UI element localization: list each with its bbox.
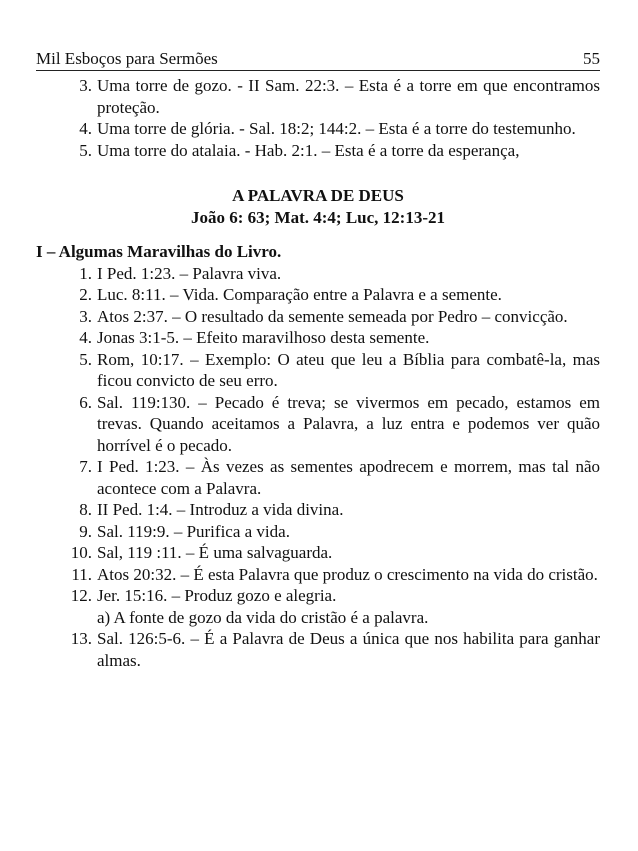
item-text: I Ped. 1:23. – Palavra viva. — [97, 263, 282, 283]
list-item — [62, 392, 600, 457]
list-item — [62, 542, 600, 564]
item-text: Jer. 15:16. – Produz gozo e alegria. — [97, 586, 337, 605]
item-text: I Ped. 1:23. – Às vezes as sementes apodrecem e morrem, mas tal não acontece com a Palavra. — [97, 457, 600, 498]
item-text: Atos 20:32. – É esta Palavra que produz o crescimento na vida do cristão. — [97, 564, 598, 584]
item-number: 1. — [79, 263, 92, 283]
list-item — [62, 140, 600, 162]
item-text: Sal. 126:5-6. – É a Palavra de Deus a única que nos habilita para ganhar almas. — [97, 629, 600, 670]
running-header — [36, 44, 600, 71]
list-item — [62, 564, 600, 586]
item-text: Uma torre do atalaia. - Hab. 2:1. – Esta é a torre da esperança, — [97, 140, 520, 160]
sermon-list — [62, 263, 600, 607]
page-number: 55 — [583, 49, 600, 68]
item-number: 7. — [79, 457, 92, 476]
item-text: Sal. 119:9. – Purifica a vida. — [97, 521, 290, 541]
book-title: Mil Esboços para Sermões — [36, 49, 218, 68]
list-item — [62, 306, 600, 328]
top-list — [62, 75, 600, 161]
item-text: Sal. 119:130. – Pecado é treva; se vivermos em pecado, estamos em trevas. Quando aceitamos a Palavra, a luz entra e podemos ver quão horrível é o pecado. — [97, 392, 600, 455]
page-body — [36, 75, 600, 671]
item-number: 4. — [79, 119, 92, 138]
item-text: II Ped. 1:4. – Introduz a vida divina. — [97, 500, 344, 519]
item-text: Uma torre de gozo. - II Sam. 22:3. – Esta é a torre em que encontramos proteção. — [97, 76, 600, 117]
item-number: 3. — [79, 76, 92, 95]
item-text: Sal, 119 :11. – É uma salvaguarda. — [97, 543, 333, 562]
item-text: Uma torre de glória. - Sal. 18:2; 144:2. – Esta é a torre do testemunho. — [97, 119, 576, 138]
sermon-title: A PALAVRA DE DEUS — [232, 186, 404, 205]
list-item — [62, 327, 600, 349]
sermon-reference: João 6: 63; Mat. 4:4; Luc, 12:13-21 — [190, 207, 445, 227]
item-text: Jonas 3:1-5. – Efeito maravilhoso desta semente. — [97, 328, 430, 347]
list-item — [62, 456, 600, 499]
item-number: 9. — [79, 521, 92, 541]
item-number: 13. — [70, 629, 92, 648]
list-item — [62, 75, 600, 118]
sub-item: a) A fonte de gozo da vida do cristão é a palavra. — [97, 607, 429, 627]
item-text: Atos 2:37. – O resultado da semente semeada por Pedro – convicção. — [97, 306, 568, 326]
list-item — [62, 628, 600, 671]
list-item — [62, 263, 600, 285]
list-item — [62, 284, 600, 306]
list-item — [62, 585, 600, 607]
item-number: 5. — [79, 140, 92, 160]
list-item — [62, 118, 600, 140]
section-heading: I – Algumas Maravilhas do Livro. — [36, 242, 282, 261]
list-item — [62, 499, 600, 521]
item-number: 11. — [71, 564, 92, 584]
item-number: 2. — [79, 285, 92, 304]
list-item — [62, 349, 600, 392]
item-number: 4. — [79, 328, 92, 347]
item-number: 8. — [79, 500, 92, 519]
item-text: Luc. 8:11. – Vida. Comparação entre a Palavra e a semente. — [97, 285, 502, 304]
item-number: 10. — [70, 543, 92, 562]
item-number: 5. — [79, 349, 92, 369]
list-item — [62, 521, 600, 543]
item-number: 12. — [70, 586, 92, 605]
item-number: 6. — [79, 392, 92, 412]
item-number: 3. — [79, 306, 92, 326]
item-text: Rom, 10:17. – Exemplo: O ateu que leu a Bíblia para combatê-la, mas ficou convicto de seu erro. — [97, 349, 600, 390]
